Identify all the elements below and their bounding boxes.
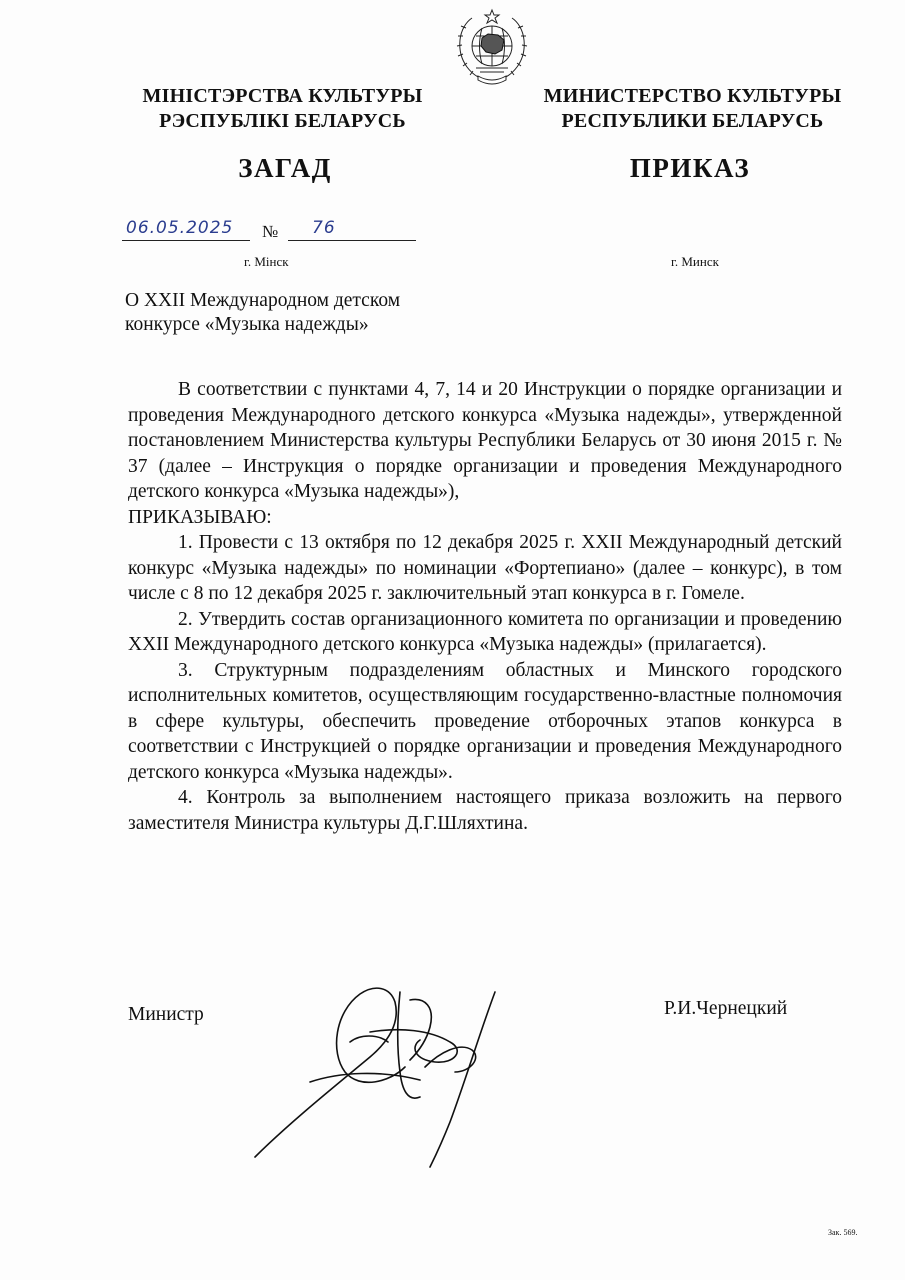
doc-type-russian: ПРИКАЗ	[629, 153, 751, 183]
ministry-name-ru-line2: РЕСПУБЛИКИ БЕЛАРУСЬ	[561, 110, 824, 132]
ministry-name-by-line2: РЭСПУБЛІКІ БЕЛАРУСЬ	[159, 110, 406, 132]
city-belarusian: г. Мінск	[244, 254, 289, 269]
ministry-name-russian	[515, 84, 870, 134]
document-body	[128, 377, 842, 836]
print-order-code: Зак. 569.	[828, 1228, 858, 1237]
number-underline	[288, 240, 416, 241]
document-subject	[125, 289, 400, 337]
signatory-position: Министр	[128, 1004, 204, 1025]
state-emblem-icon	[452, 8, 532, 88]
ministry-name-ru-line1: МИНИСТЕРСТВО КУЛЬТУРЫ	[543, 85, 842, 107]
date-underline	[122, 240, 250, 241]
city-russian: г. Минск	[671, 254, 719, 269]
document-number: 76	[312, 218, 336, 238]
document-date: 06.05.2025	[126, 218, 234, 238]
order-item-3: 3. Структурным подразделениям областных и Минского городского исполнительных комитетов, осуществляющим государственно-властные полномочия в сфере культуры, обеспечить проведение отборочных этапов конкурса в соответствии с Инструкцией о порядке организации и проведения Международного детского конкурса «Музыка надежды».	[128, 659, 842, 783]
signatory-name: Р.И.Чернецкий	[664, 998, 788, 1019]
number-sign: №	[262, 222, 279, 241]
subject-line2: конкурсе «Музыка надежды»	[125, 314, 369, 335]
handwritten-signature	[250, 972, 510, 1172]
order-word: ПРИКАЗЫВАЮ:	[128, 506, 272, 528]
preamble-paragraph: В соответствии с пунктами 4, 7, 14 и 20 Инструкции о порядке организации и проведения Международного детского конкурса «Музыка надежды», утвержденной постановлением Министерства культуры Республики Беларусь от 30 июня 2015 г. № 37 (далее – Инструкция о порядке организации и проведения Международного детского конкурса «Музыка надежды»),	[128, 379, 842, 502]
subject-line1: О XXII Международном детском	[125, 290, 401, 311]
ministry-name-belarusian	[110, 84, 455, 134]
order-item-4: 4. Контроль за выполнением настоящего приказа возложить на первого заместителя Министра культуры Д.Г.Шляхтина.	[128, 787, 842, 834]
registration-line	[122, 218, 422, 246]
ministry-name-by-line1: МІНІСТЭРСТВА КУЛЬТУРЫ	[142, 85, 423, 107]
order-item-1: 1. Провести с 13 октября по 12 декабря 2025 г. XXII Международный детский конкурс «Музыка надежды» по номинации «Фортепиано» (далее – конкурс), в том числе с 8 по 12 декабря 2025 г. заключительный этап конкурса в г. Гомеле.	[128, 532, 842, 604]
order-item-2: 2. Утвердить состав организационного комитета по организации и проведению XXII Международного детского конкурса «Музыка надежды» (прилагается).	[128, 608, 842, 655]
doc-type-belarusian: ЗАГАД	[238, 153, 332, 183]
